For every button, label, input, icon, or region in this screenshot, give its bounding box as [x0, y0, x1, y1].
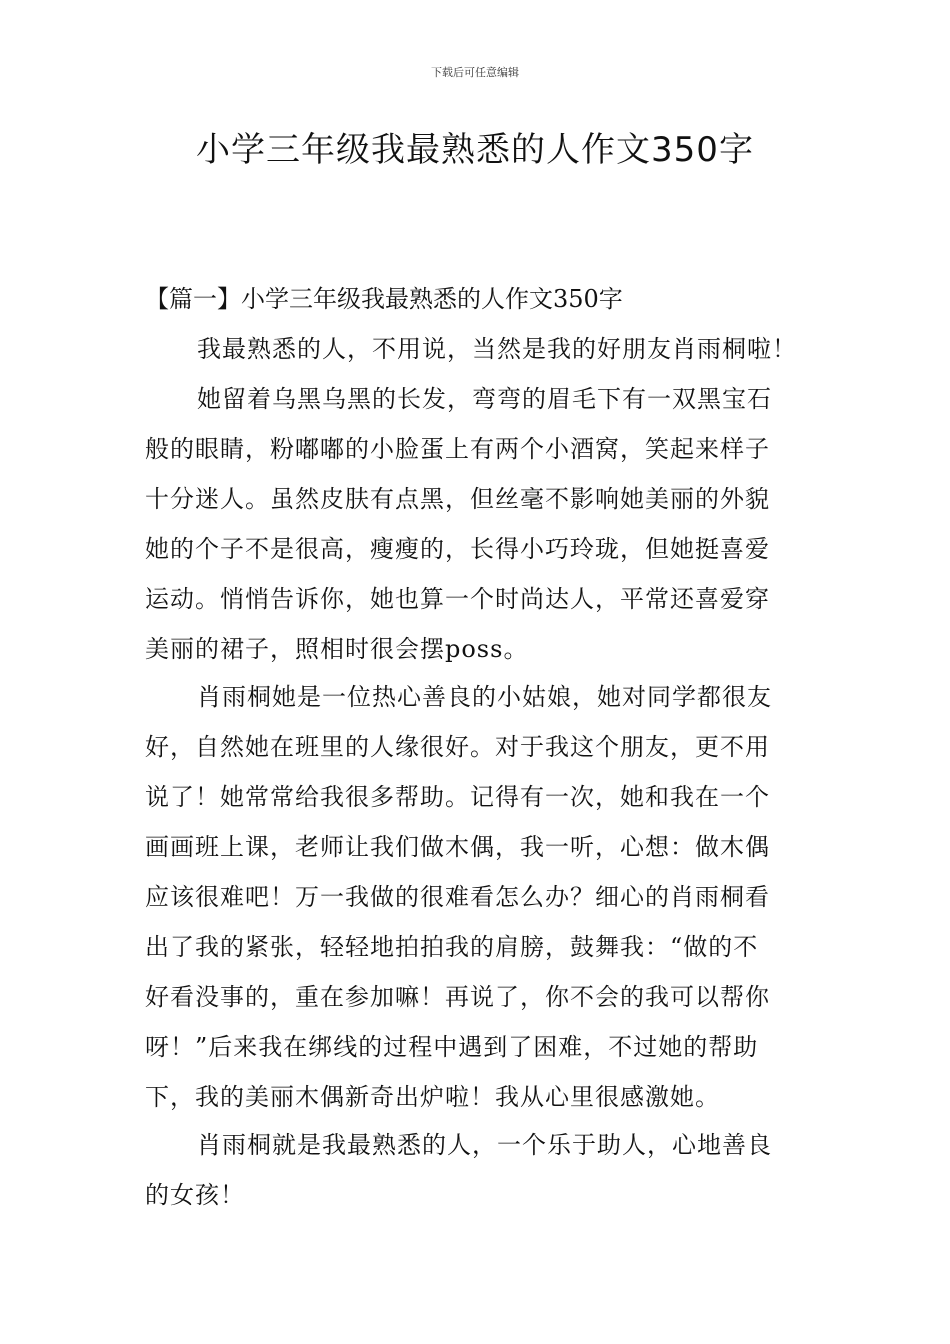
document-title: 小学三年级我最熟悉的人作文350字	[196, 130, 754, 170]
paragraph-line: 应该很难吧！万一我做的很难看怎么办？细心的肖雨桐看	[145, 883, 770, 911]
section-heading: 【篇一】小学三年级我最熟悉的人作文350字	[145, 285, 623, 313]
paragraph-line: 我最熟悉的人，不用说，当然是我的好朋友肖雨桐啦！	[197, 335, 797, 363]
paragraph-line: 好看没事的，重在参加嘛！再说了，你不会的我可以帮你	[145, 983, 770, 1011]
paragraph-line: 般的眼睛，粉嘟嘟的小脸蛋上有两个小酒窝，笑起来样子	[145, 435, 770, 463]
paragraph-line: 画画班上课，老师让我们做木偶，我一听，心想：做木偶	[145, 833, 770, 861]
paragraph-line: 肖雨桐她是一位热心善良的小姑娘，她对同学都很友	[197, 683, 772, 711]
paragraph-line: 呀！”后来我在绑线的过程中遇到了困难，不过她的帮助	[145, 1033, 759, 1061]
header-note: 下载后可任意编辑	[431, 66, 519, 79]
paragraph-line: 说了！她常常给我很多帮助。记得有一次，她和我在一个	[145, 783, 770, 811]
paragraph-line: 出了我的紧张，轻轻地拍拍我的肩膀，鼓舞我：“做的不	[145, 933, 759, 961]
paragraph-line: 下，我的美丽木偶新奇出炉啦！我从心里很感激她。	[145, 1083, 720, 1111]
paragraph-line: 好，自然她在班里的人缘很好。对于我这个朋友，更不用	[145, 733, 770, 761]
paragraph-line: 十分迷人。虽然皮肤有点黑，但丝毫不影响她美丽的外貌	[145, 485, 770, 513]
paragraph-line: 她留着乌黑乌黑的长发，弯弯的眉毛下有一双黑宝石	[197, 385, 772, 413]
paragraph-line: 肖雨桐就是我最熟悉的人，一个乐于助人，心地善良	[197, 1131, 772, 1159]
paragraph-4	[145, 1120, 810, 1220]
paragraph-3	[145, 672, 810, 1122]
paragraph-line: 美丽的裙子，照相时很会摆poss。	[145, 635, 529, 663]
paragraph-1	[145, 324, 810, 374]
paragraph-line: 她的个子不是很高，瘦瘦的，长得小巧玲珑，但她挺喜爱	[145, 535, 770, 563]
paragraph-2	[145, 374, 810, 674]
paragraph-line: 的女孩！	[145, 1181, 245, 1209]
paragraph-line: 运动。悄悄告诉你，她也算一个时尚达人，平常还喜爱穿	[145, 585, 770, 613]
